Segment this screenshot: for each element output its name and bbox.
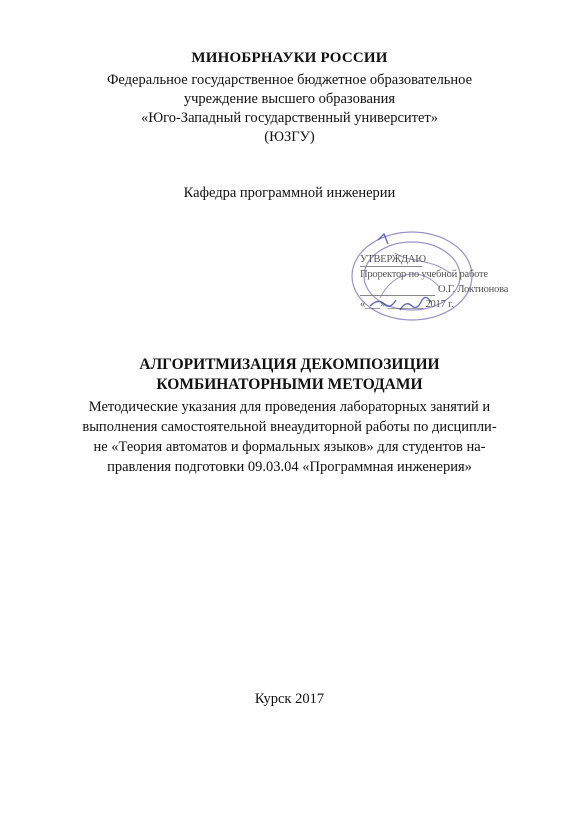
- approval-name: О.Г. Локтионова: [438, 284, 509, 295]
- institution-line-4: (ЮЗГУ): [264, 129, 315, 145]
- ministry-heading: МИНОБРНАУКИ РОССИИ: [191, 50, 388, 66]
- approval-title: УТВЕРЖДАЮ: [360, 254, 426, 265]
- document-title-line-1: АЛГОРИТМИЗАЦИЯ ДЕКОМПОЗИЦИИ: [139, 356, 440, 373]
- approval-position: Проректор по учебной работе: [360, 269, 488, 280]
- description-line-4: правления подготовки 09.03.04 «Программная инженерия»: [107, 459, 472, 475]
- institution-line-1: Федеральное государственное бюджетное образовательное: [106, 72, 473, 88]
- institution-line-3: «Юго-Западный государственный университет»: [140, 110, 439, 126]
- description-line-3: не «Теория автоматов и формальных языков» для студентов на-: [93, 439, 486, 455]
- institution-line-2: учреждение высшего образования: [183, 91, 396, 107]
- document-title-line-2: КОМБИНАТОРНЫМИ МЕТОДАМИ: [156, 376, 423, 393]
- description-line-1: Методические указания для проведения лабораторных занятий и: [88, 399, 491, 415]
- description-line-2: выполнения самостоятельной внеаудиторной работы по дисципли-: [82, 419, 497, 435]
- city-year: Курск 2017: [254, 691, 325, 707]
- department-name: Кафедра программной инженерии: [183, 185, 396, 201]
- approval-stamp-block: [340, 228, 545, 328]
- approval-date: «___» _______ 2017 г.: [360, 299, 454, 310]
